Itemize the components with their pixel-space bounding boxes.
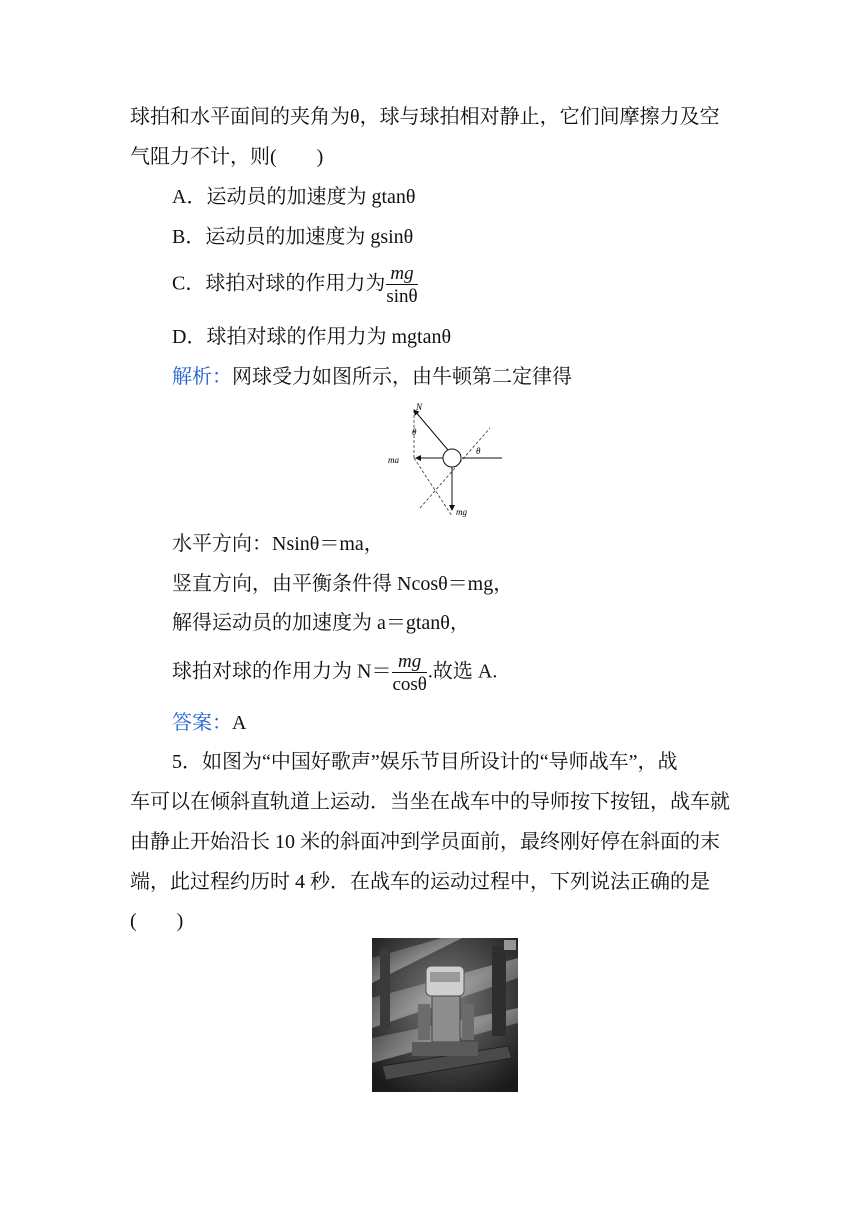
option-c-label: C． bbox=[172, 272, 206, 295]
force-diagram bbox=[384, 398, 508, 520]
option-d bbox=[172, 327, 451, 347]
option-c-numerator: mg bbox=[386, 264, 417, 285]
answer-value: A bbox=[232, 712, 247, 734]
option-c-fraction bbox=[386, 264, 417, 306]
racket-dashed-line bbox=[420, 428, 490, 508]
option-a-text: 运动员的加速度为 gtanθ bbox=[206, 186, 416, 208]
eq4-denominator: cosθ bbox=[392, 674, 427, 695]
option-a bbox=[172, 187, 415, 207]
solution-intro bbox=[172, 367, 572, 387]
answer bbox=[172, 713, 246, 733]
option-b-label: B． bbox=[172, 226, 206, 248]
normal-force-arrow bbox=[414, 410, 448, 450]
label-theta-left: θ bbox=[412, 427, 417, 437]
option-c-text: 球拍对球的作用力为 bbox=[205, 272, 386, 295]
option-b-text: 运动员的加速度为 gsinθ bbox=[205, 226, 414, 248]
q5-line4: 端，此过程约历时 4 秒．在战车的运动过程中，下列说法正确的是 bbox=[130, 871, 710, 893]
q5-line5: ( ) bbox=[130, 910, 184, 932]
q5-line3: 由静止开始沿长 10 米的斜面冲到学员面前，最终刚好停在斜面的末 bbox=[130, 831, 720, 853]
mentor-chariot-photo bbox=[372, 938, 518, 1092]
q4-stem-line2: 气阻力不计，则( ) bbox=[130, 146, 324, 168]
label-N: N bbox=[416, 402, 423, 412]
solution-label: 解析： bbox=[172, 366, 232, 388]
eq4-numerator: mg bbox=[392, 652, 426, 673]
q4-stem-line1: 球拍和水平面间的夹角为θ，球与球拍相对静止，它们间摩擦力及空 bbox=[130, 106, 720, 128]
equation-acceleration: 解得运动员的加速度为 a＝gtanθ， bbox=[172, 612, 470, 634]
option-a-label: A． bbox=[172, 186, 207, 208]
resultant-dashed-line bbox=[414, 458, 452, 516]
eq4-fraction bbox=[392, 652, 426, 694]
equation-force bbox=[172, 652, 497, 694]
answer-label: 答案： bbox=[172, 712, 232, 734]
option-d-text: 球拍对球的作用力为 mgtanθ bbox=[206, 326, 452, 348]
label-ma: ma bbox=[388, 455, 399, 465]
option-c bbox=[172, 264, 419, 306]
equation-horizontal: 水平方向：Nsinθ＝ma， bbox=[172, 533, 384, 555]
option-b bbox=[172, 227, 413, 247]
ball bbox=[443, 449, 461, 467]
eq4-suffix: .故选 A. bbox=[427, 660, 498, 683]
option-c-denominator: sinθ bbox=[386, 286, 418, 307]
option-d-label: D． bbox=[172, 326, 207, 348]
q5-line1: 5．如图为“中国好歌声”娱乐节目所设计的“导师战车”，战 bbox=[172, 751, 678, 773]
eq4-prefix: 球拍对球的作用力为 N＝ bbox=[172, 660, 392, 683]
label-mg: mg bbox=[456, 507, 467, 517]
label-theta-right: θ bbox=[476, 446, 481, 456]
equation-vertical: 竖直方向，由平衡条件得 Ncosθ＝mg， bbox=[172, 573, 514, 595]
q5-line2: 车可以在倾斜直轨道上运动．当坐在战车中的导师按下按钮，战车就 bbox=[130, 791, 730, 813]
solution-intro-text: 网球受力如图所示，由牛顿第二定律得 bbox=[232, 366, 572, 388]
